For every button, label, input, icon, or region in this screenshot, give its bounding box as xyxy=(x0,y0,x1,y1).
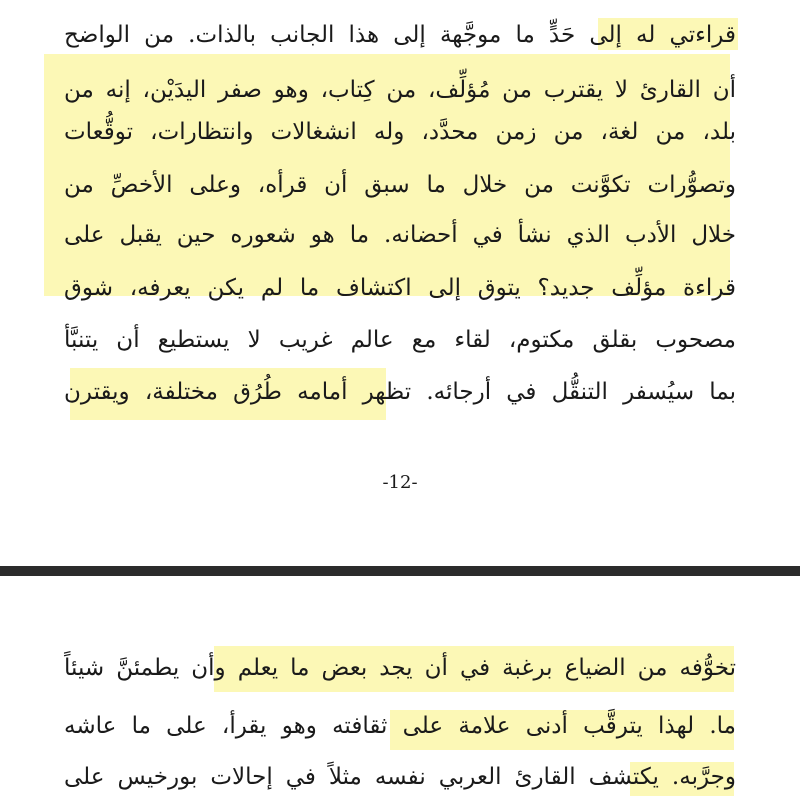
text-line: خلال الأدب الذي نشأ في أحضانه. ما هو شعوره حين يقبل على xyxy=(64,222,736,248)
text-line: تخوُّفه من الضياع برغبة في أن يجد بعض ما يعلم وأن يطمئنَّ شيئاً xyxy=(64,655,736,681)
text-line: وجرَّبه. يكتشف القارئ العربي نفسه مثلاً في إحالات بورخيس على xyxy=(64,764,736,790)
text-line: بلد، من لغة، من زمن محدَّد، وله انشغالات وانتظارات، توقُّعات xyxy=(64,119,736,145)
page-divider xyxy=(0,566,800,576)
text-line: قراءتي له إلى حَدٍّ ما موجَّهة إلى هذا الجانب بالذات. من الواضح xyxy=(64,22,736,48)
page-number: -12- xyxy=(382,472,418,493)
text-line: مصحوب بقلق مكتوم، لقاء مع عالم غريب لا يستطيع أن يتنبَّأ xyxy=(64,327,736,353)
text-line: ما. لهذا يترقَّب أدنى علامة على ثقافته وهو يقرأ، على ما عاشه xyxy=(64,713,736,739)
text-line: بما سيُسفر التنقُّل في أرجائه. تظهر أمامه طُرُق مختلفة، ويقترن xyxy=(64,379,736,405)
lower-page xyxy=(0,576,800,800)
text-line: وتصوُّرات تكوَّنت من خلال ما سبق أن قرأه، وعلى الأخصِّ من xyxy=(64,172,736,198)
text-line: أن القارئ لا يقترب من مُؤلِّف، من كِتاب، وهو صفر اليدَيْن، إنه من xyxy=(64,77,736,103)
text-line: قراءة مؤلِّف جديد؟ يتوق إلى اكتشاف ما لم يكن يعرفه، شوق xyxy=(64,275,736,301)
